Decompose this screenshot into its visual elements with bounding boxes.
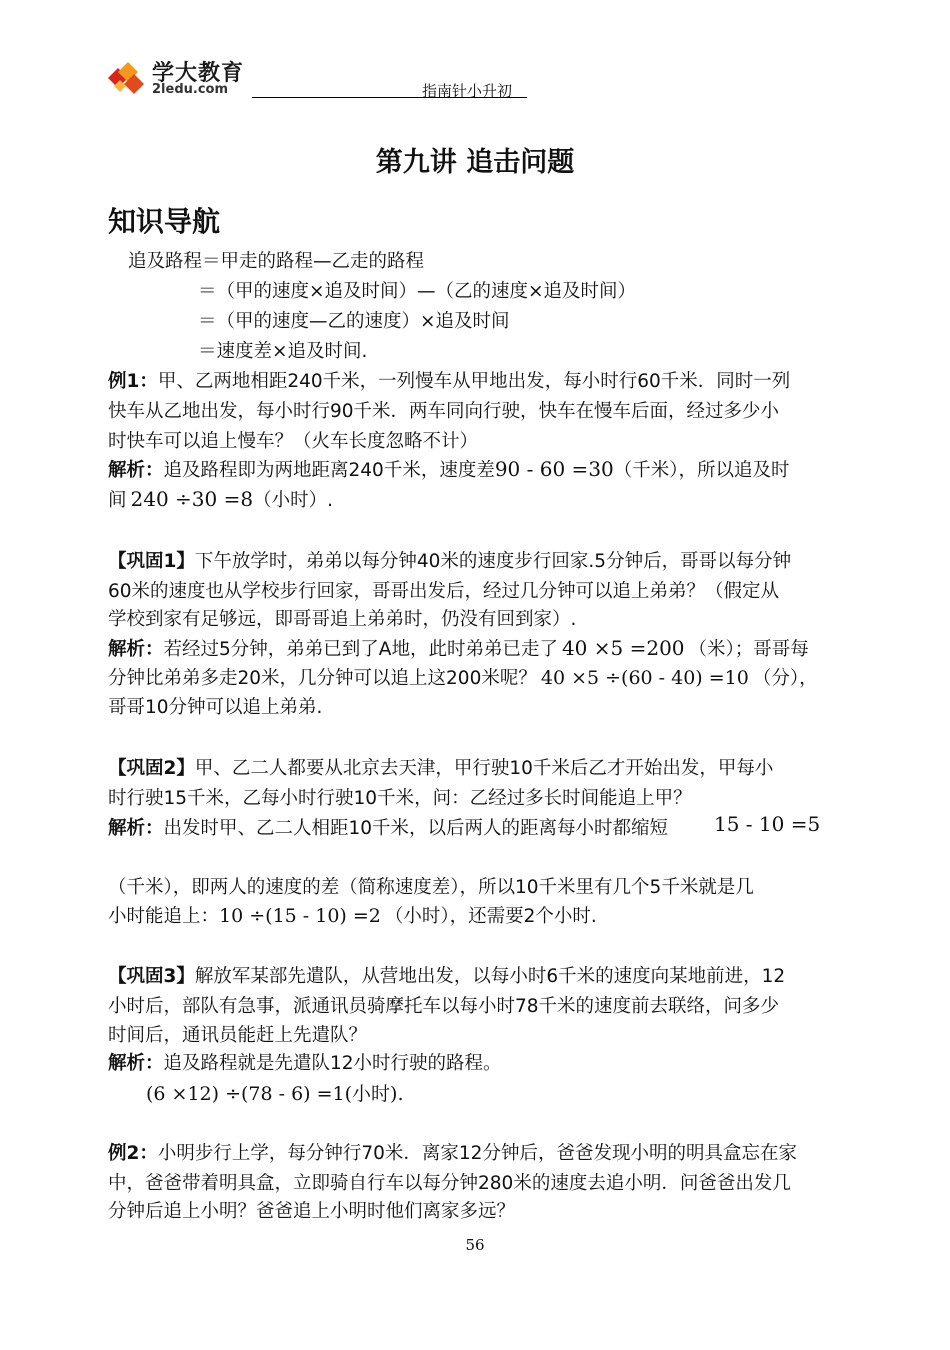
logo-text: 学大教育 <box>152 61 245 86</box>
analysis-line <box>108 634 809 664</box>
analysis-line <box>108 815 668 843</box>
math-expression: 40 ×5 =200 <box>561 636 685 660</box>
consolidation-1-line: 60米的速度也从学校步行回家，哥哥出发后，经过几分钟可以追上弟弟？（假定从 <box>108 581 780 602</box>
example-1-line <box>108 368 790 396</box>
logo-mark-icon <box>104 56 148 96</box>
header-subtitle: 指南针小升初 <box>422 82 513 100</box>
page-number: 56 <box>465 1236 485 1254</box>
consolidation-label: 【巩固1】 <box>108 551 195 572</box>
consolidation-3-line <box>108 963 785 991</box>
analysis-text: （小时），还需要2个小时. <box>384 906 597 927</box>
math-expression: 90 - 60 =30 <box>494 457 614 481</box>
example-label: 例2： <box>108 1143 158 1164</box>
math-expression: 240 ÷30 =8 <box>130 487 254 511</box>
consolidation-text: 下午放学时，弟弟以每分钟40米的速度步行回家.5分钟后，哥哥以每分钟 <box>194 551 792 572</box>
logo-url: 2ledu.com <box>152 82 229 97</box>
consolidation-label: 【巩固3】 <box>108 966 195 987</box>
formula-line: ＝（甲的速度—乙的速度）×追及时间 <box>198 311 510 332</box>
analysis-text: 小时能追上： <box>108 906 220 927</box>
consolidation-3-line: 时间后，通讯员能赶上先遣队？ <box>108 1025 368 1046</box>
consolidation-text: 甲、乙二人都要从北京去天津，甲行驶10千米后乙才开始出发，甲每小 <box>194 758 774 779</box>
math-expression: 15 - 10 =5 <box>714 812 821 836</box>
analysis-text: 出发时甲、乙二人相距10千米，以后两人的距离每小时都缩短 <box>163 818 669 839</box>
example-2-line: 中，爸爸带着明具盒，立即骑自行车以每分钟280米的速度去追小明．问爸爸出发几 <box>108 1173 791 1194</box>
consolidation-label: 【巩固2】 <box>108 758 195 779</box>
consolidation-text: 解放军某部先遣队，从营地出发，以每小时6千米的速度向某地前进，12 <box>194 966 786 987</box>
analysis-text: （千米），所以追及时 <box>613 460 790 481</box>
example-label: 例1： <box>108 371 158 392</box>
example-text: 甲、乙两地相距240千米，一列慢车从甲地出发，每小时行60千米．同时一列 <box>157 371 791 392</box>
analysis-line <box>108 485 333 515</box>
example-2-line <box>108 1140 797 1168</box>
consolidation-3-line: 小时后，部队有急事，派通讯员骑摩托车以每小时78千米的速度前去联络，问多少 <box>108 996 780 1017</box>
example-2-line: 分钟后追上小明？爸爸追上小明时他们离家多远？ <box>108 1201 516 1222</box>
analysis-label: 解析： <box>108 460 164 481</box>
analysis-line <box>108 1050 502 1078</box>
formula-line: ＝（甲的速度×追及时间）—（乙的速度×追及时间） <box>198 281 637 302</box>
analysis-line <box>108 902 597 931</box>
math-expression: (6 ×12) ÷(78 - 6) =1(小时). <box>146 1083 404 1105</box>
consolidation-1-line <box>108 548 791 576</box>
analysis-line <box>108 455 790 485</box>
math-expression: 40 ×5 ÷(60 - 40) =10 <box>540 667 749 689</box>
section-heading: 知识导航 <box>108 205 221 238</box>
page-title: 第九讲 追击问题 <box>375 147 575 178</box>
analysis-line <box>108 664 818 693</box>
analysis-text: （米）；哥哥每 <box>688 639 809 660</box>
analysis-text: 若经过5分钟，弟弟已到了A地，此时弟弟已走了 <box>163 639 558 660</box>
consolidation-2-line <box>108 755 773 783</box>
analysis-text: 追及路程即为两地距离240千米，速度差 <box>163 460 495 481</box>
example-1-line: 时快车可以追上慢车？（火车长度忽略不计） <box>108 431 479 452</box>
analysis-text: 间 <box>108 490 127 511</box>
analysis-label: 解析： <box>108 818 164 839</box>
example-1-line: 快车从乙地出发，每小时行90千米．两车同向行驶，快车在慢车后面，经过多少小 <box>108 401 780 422</box>
analysis-label: 解析： <box>108 1053 164 1074</box>
example-text: 小明步行上学，每分钟行70米．离家12分钟后，爸爸发现小明的明具盒忘在家 <box>157 1143 797 1164</box>
consolidation-2-line: 时行驶15千米，乙每小时行驶10千米，问：乙经过多长时间能追上甲？ <box>108 788 692 809</box>
consolidation-1-line: 学校到家有足够远，即哥哥追上弟弟时，仍没有回到家）. <box>108 609 577 630</box>
analysis-label: 解析： <box>108 639 164 660</box>
logo <box>104 54 254 100</box>
analysis-text: （小时）. <box>253 490 333 511</box>
analysis-text: 分钟比弟弟多走20米，几分钟可以追上这200米呢？ <box>108 668 537 689</box>
formula-line: 追及路程＝甲走的路程—乙走的路程 <box>128 251 425 272</box>
math-expression: 10 ÷(15 - 10) =2 <box>219 905 381 927</box>
analysis-text: 追及路程就是先遣队12小时行驶的路程。 <box>163 1053 502 1074</box>
formula-line: ＝速度差×追及时间. <box>198 341 368 362</box>
analysis-line: （千米），即两人的速度的差（简称速度差），所以10千米里有几个5千米就是几 <box>108 877 754 898</box>
analysis-text: （分）， <box>752 668 818 689</box>
analysis-line: 哥哥10分钟可以追上弟弟. <box>108 697 323 718</box>
